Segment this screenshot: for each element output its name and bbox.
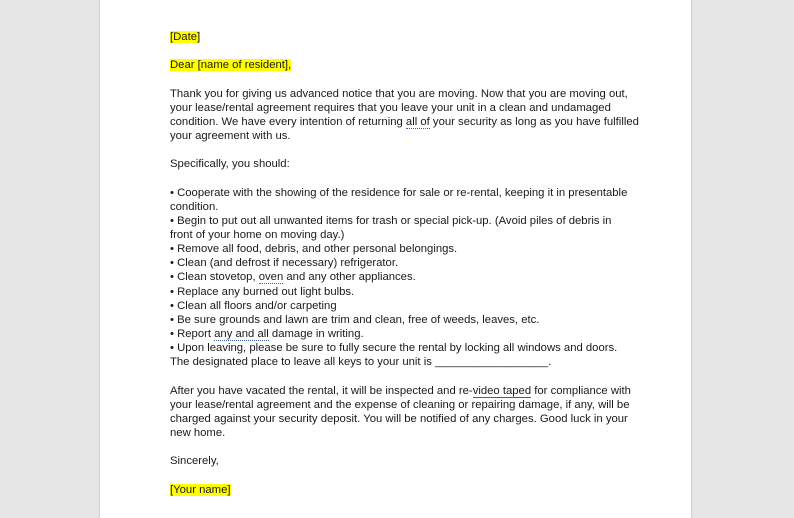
proofing-underline[interactable]: any and all xyxy=(214,328,269,340)
intro-line-2: your lease/rental agreement requires that you leave your unit in a clean and undamaged xyxy=(170,102,611,114)
closing-line-1: After you have vacated the rental, it will be inspected and re-video taped for compliance with xyxy=(170,385,631,397)
signature-placeholder[interactable]: [Your name] xyxy=(170,484,231,496)
bullet-line: • Report any and all damage in writing. xyxy=(170,328,364,340)
proofing-underline[interactable]: all of xyxy=(405,116,430,128)
closing-line-2: your lease/rental agreement and the expense of cleaning or repairing damage, if any, will be xyxy=(170,399,630,411)
keys-line: The designated place to leave all keys to your unit is __________________. xyxy=(170,356,552,368)
closing-line-4: new home. xyxy=(170,427,226,439)
bullet-line: condition. xyxy=(170,201,219,213)
proofing-underline[interactable]: oven xyxy=(258,271,284,283)
proofing-underline[interactable]: video taped xyxy=(472,385,532,397)
bullet-line: front of your home on moving day.) xyxy=(170,229,345,241)
intro-line-3: condition. We have every intention of returning all of your security as long as you have fulfilled xyxy=(170,116,639,128)
intro-line-1: Thank you for giving us advanced notice that you are moving. Now that you are moving out, xyxy=(170,88,628,100)
bullet-line: • Begin to put out all unwanted items for trash or special pick-up. (Avoid piles of debris in xyxy=(170,215,612,227)
intro-line-4: your agreement with us. xyxy=(170,130,291,142)
bullet-line: • Upon leaving, please be sure to fully secure the rental by locking all windows and doors. xyxy=(170,342,618,354)
bullet-line: • Cooperate with the showing of the residence for sale or re-rental, keeping it in presentable xyxy=(170,187,628,199)
closing-line-3: charged against your security deposit. You will be notified of any charges. Good luck in your xyxy=(170,413,628,425)
bullet-line: • Clean stovetop, oven and any other appliances. xyxy=(170,271,416,283)
bullet-line: • Be sure grounds and lawn are trim and clean, free of weeds, leaves, etc. xyxy=(170,314,540,326)
signoff: Sincerely, xyxy=(170,455,219,467)
specifically-heading: Specifically, you should: xyxy=(170,158,290,170)
bullet-line: • Clean (and defrost if necessary) refrigerator. xyxy=(170,257,399,269)
date-placeholder[interactable]: [Date] xyxy=(170,31,201,43)
bullet-line: • Remove all food, debris, and other personal belongings. xyxy=(170,243,458,255)
bullet-line: • Clean all floors and/or carpeting xyxy=(170,300,337,312)
bullet-line: • Replace any burned out light bulbs. xyxy=(170,286,355,298)
salutation[interactable]: Dear [name of resident], xyxy=(170,59,292,71)
